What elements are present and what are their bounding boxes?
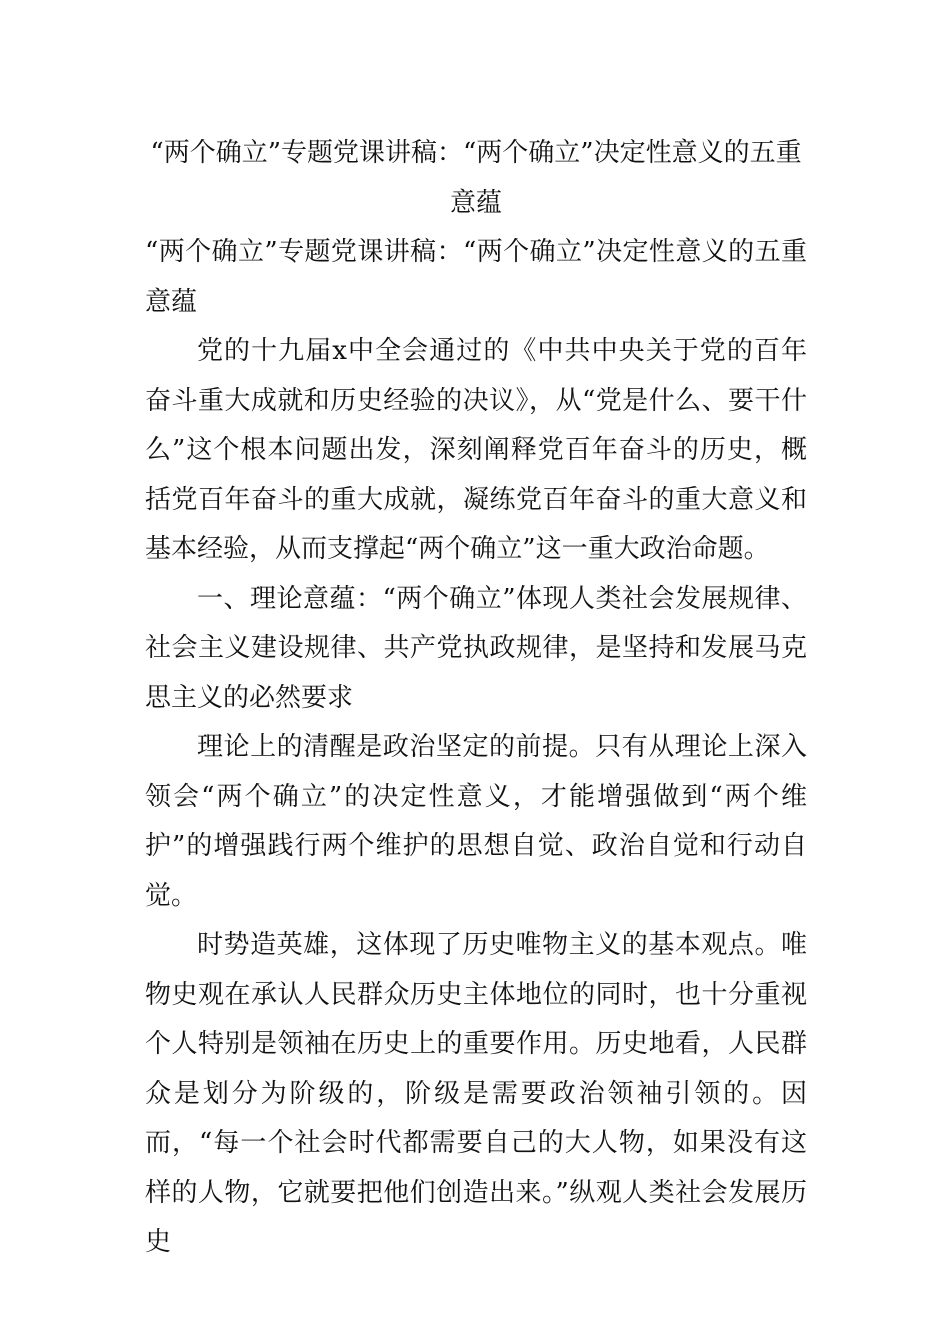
paragraph-theory-clarity: 理论上的清醒是政治坚定的前提。只有从理论上深入领会“两个确立”的决定性意义，才能增强做到“两个维护”的增强践行两个维护的思想自觉、政治自觉和行动自觉。 bbox=[145, 732, 807, 911]
paragraph-intro: 党的十九届x中全会通过的《中共中央关于党的百年奋斗重大成就和历史经验的决议》，从“党是什么、要干什么”这个根本问题出发，深刻阐释党百年奋斗的历史，概括党百年奋斗的重大成就，凝练党百年奋斗的重大意义和基本经验，从而支撑起“两个确立”这一重大政治命题。 bbox=[145, 336, 807, 564]
document-title: “两个确立”专题党课讲稿：“两个确立”决定性意义的五重意蕴 bbox=[150, 138, 802, 218]
section-heading-theory: 一、理论意蕴：“两个确立”体现人类社会发展规律、社会主义建设规律、共产党执政规律，是坚持和发展马克思主义的必然要求 bbox=[145, 583, 807, 713]
paragraph-historical-materialism: 时势造英雄，这体现了历史唯物主义的基本观点。唯物史观在承认人民群众历史主体地位的同时，也十分重视个人特别是领袖在历史上的重要作用。历史地看，人民群众是划分为阶级的，阶级是需要政治领袖引领的。因而，“每一个社会时代都需要自己的大人物，如果没有这样的人物，它就要把他们创造出来。”纵观人类社会发展历史 bbox=[145, 930, 807, 1257]
document-body bbox=[145, 128, 807, 1268]
paragraph-heading-repeat: “两个确立”专题党课讲稿：“两个确立”决定性意义的五重意蕴 bbox=[145, 237, 807, 317]
